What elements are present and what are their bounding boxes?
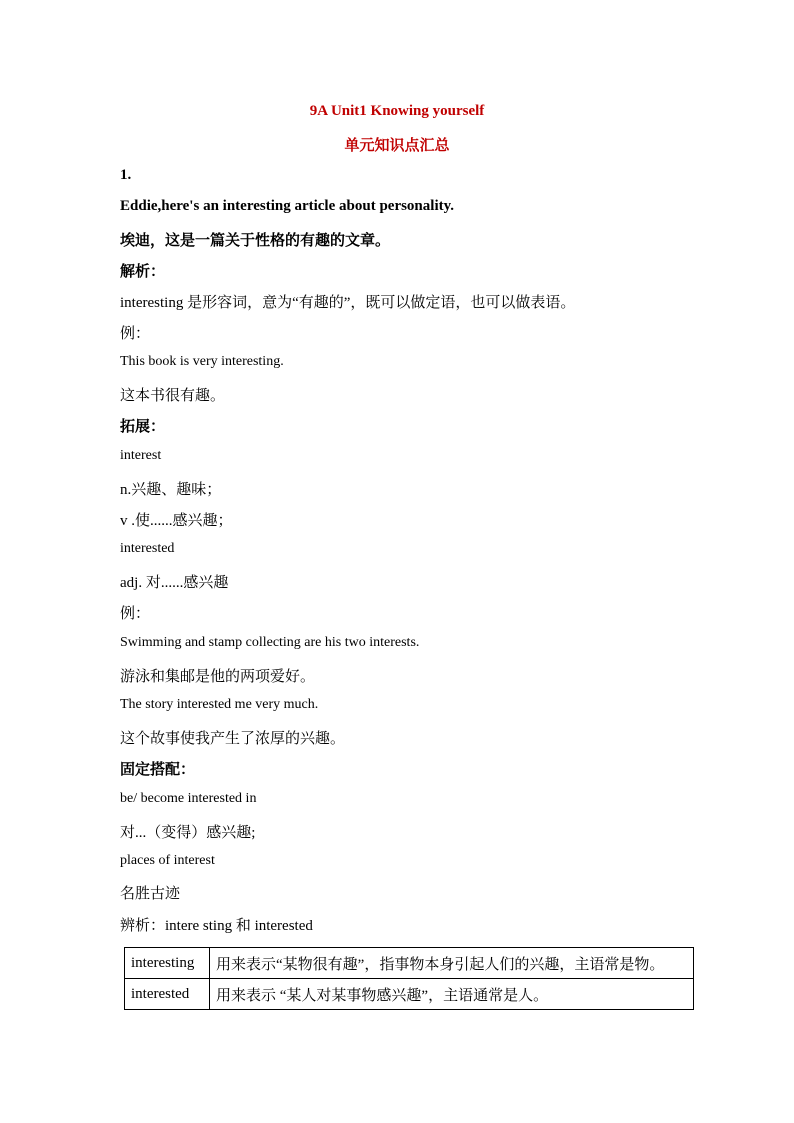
example-label: 例： bbox=[120, 606, 151, 622]
comparison-table bbox=[124, 947, 694, 1010]
definition-noun: n.兴趣、趣味； bbox=[120, 482, 222, 498]
definition-verb: v .使......感兴趣； bbox=[120, 513, 233, 529]
collocation-zh: 对...（变得）感兴趣; bbox=[120, 825, 256, 841]
example-en: This book is very interesting. bbox=[120, 354, 284, 369]
section-heading-comparison: 辨析：intere sting 和 interested bbox=[120, 918, 313, 934]
table-row bbox=[125, 948, 694, 979]
example-sentence-zh: 埃迪，这是一篇关于性格的有趣的文章。 bbox=[120, 233, 391, 249]
analysis-text: interesting 是形容词，意为“有趣的”，既可以做定语，也可以做表语。 bbox=[120, 295, 576, 311]
example-label: 例： bbox=[120, 326, 151, 342]
table-cell-term: interesting bbox=[125, 948, 210, 979]
definition-adj: adj. 对......感兴趣 bbox=[120, 575, 229, 591]
table-cell-term: interested bbox=[125, 979, 210, 1010]
collocation-en: places of interest bbox=[120, 853, 215, 868]
table-cell-meaning: 用来表示 “某人对某事物感兴趣”，主语通常是人。 bbox=[210, 979, 694, 1010]
collocation-zh: 名胜古迹 bbox=[120, 886, 181, 902]
example-zh: 这本书很有趣。 bbox=[120, 388, 226, 404]
table-row bbox=[125, 979, 694, 1010]
word-interested: interested bbox=[120, 541, 175, 556]
table-cell-meaning: 用来表示“某物很有趣”，指事物本身引起人们的兴趣，主语常是物。 bbox=[210, 948, 694, 979]
collocation-en: be/ become interested in bbox=[120, 791, 257, 806]
document-subtitle: 单元知识点汇总 bbox=[344, 138, 450, 154]
example-en: The story interested me very much. bbox=[120, 697, 319, 712]
word-interest: interest bbox=[120, 448, 162, 463]
section-heading-collocations: 固定搭配： bbox=[120, 762, 196, 778]
item-number: 1. bbox=[120, 167, 132, 183]
section-heading-extension: 拓展： bbox=[120, 419, 166, 435]
example-zh: 游泳和集邮是他的两项爱好。 bbox=[120, 669, 316, 685]
section-heading-analysis: 解析： bbox=[120, 264, 166, 280]
example-zh: 这个故事使我产生了浓厚的兴趣。 bbox=[120, 731, 346, 747]
document-title: 9A Unit1 Knowing yourself bbox=[309, 103, 485, 119]
example-en: Swimming and stamp collecting are his two interests. bbox=[120, 635, 420, 650]
example-sentence-en: Eddie,here's an interesting article about personality. bbox=[120, 198, 455, 214]
